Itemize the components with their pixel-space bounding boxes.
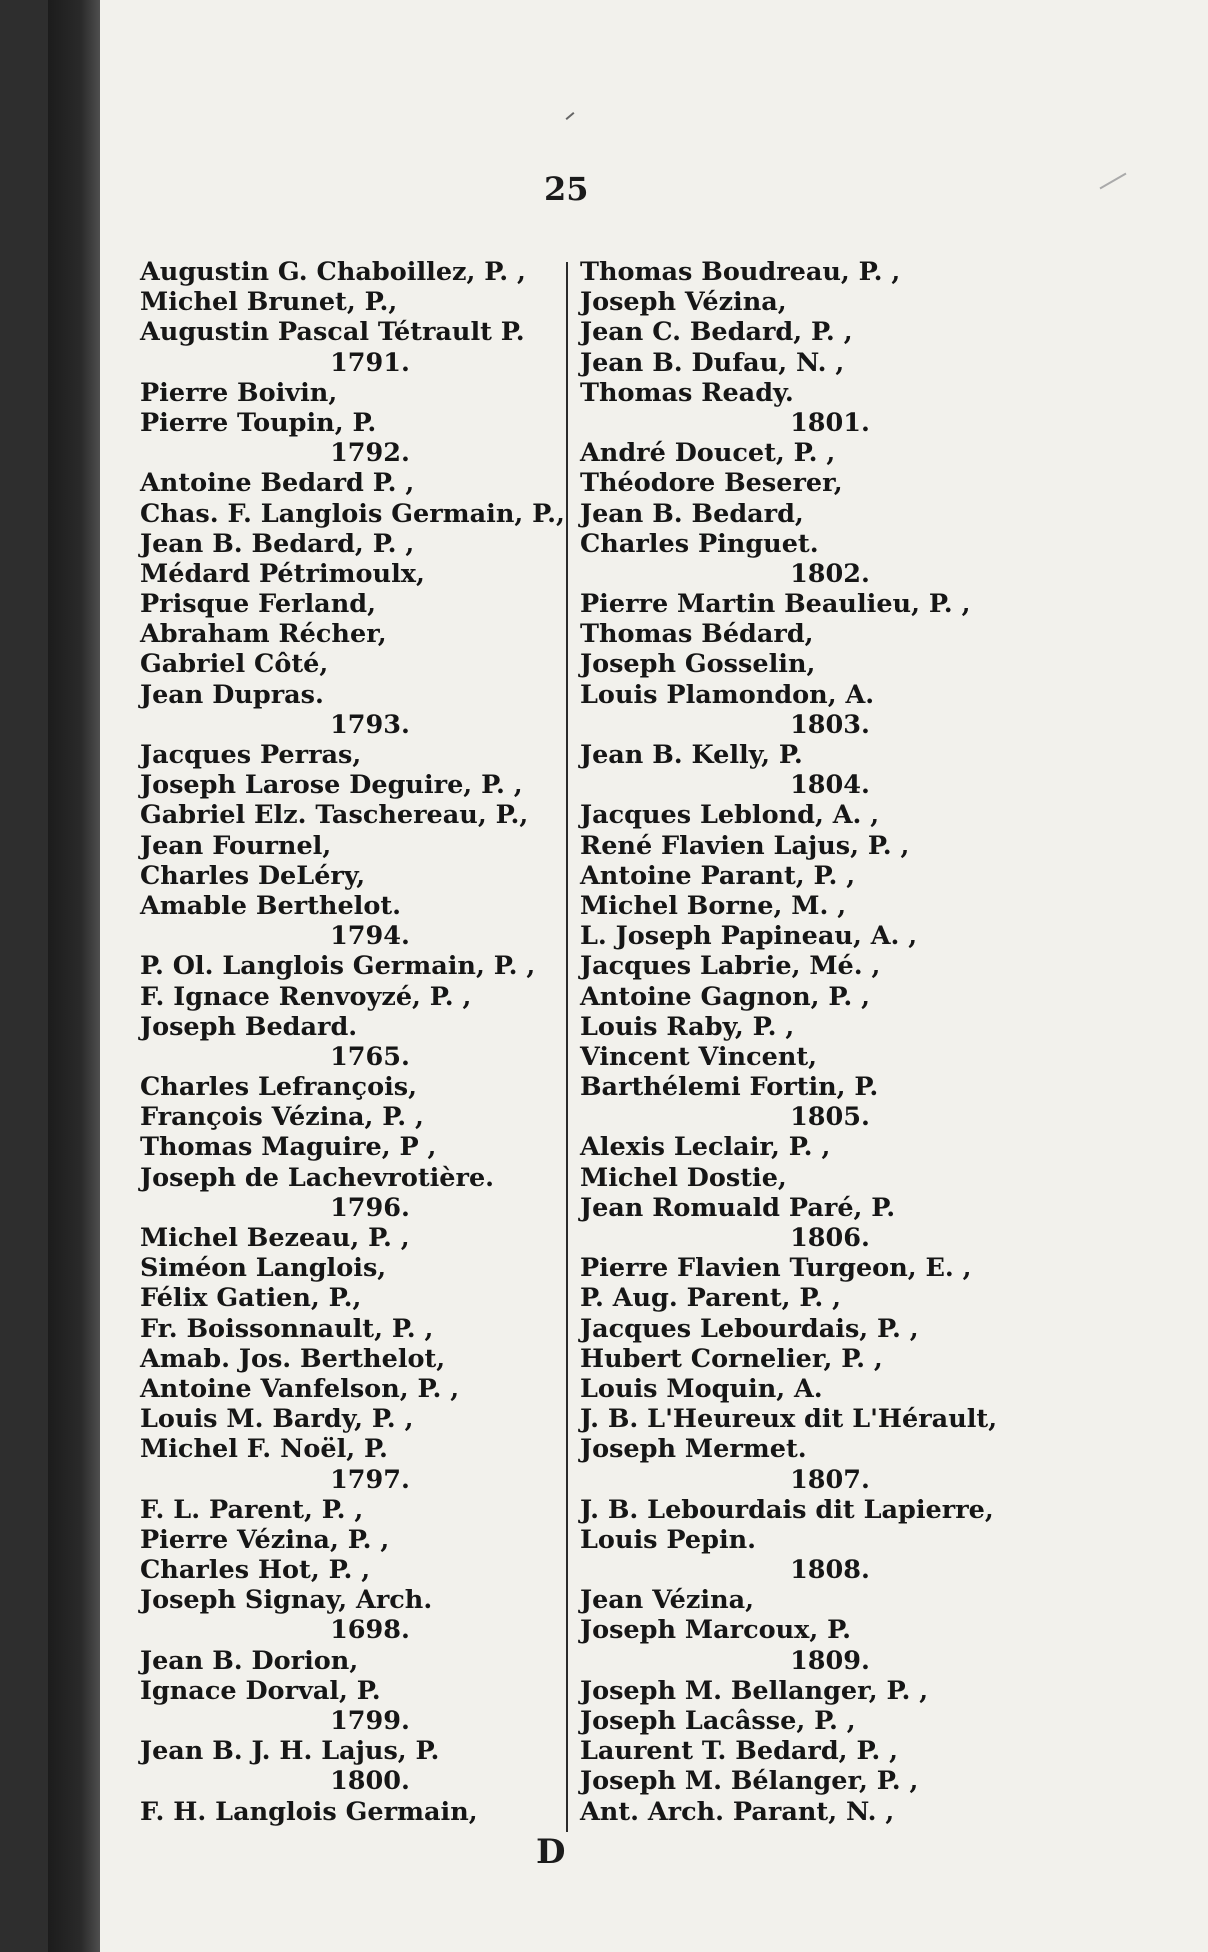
right-column [580, 257, 1010, 1827]
name-entry: Joseph Larose Deguire, P. , [140, 770, 523, 801]
name-entry: René Flavien Lajus, P. , [580, 830, 910, 861]
name-entry: Prisque Ferland, [140, 589, 376, 620]
year-heading: 1808. [790, 1555, 870, 1586]
name-entry: Ignace Dorval, P. [140, 1675, 381, 1706]
year-heading: 1809. [790, 1645, 870, 1676]
year-heading: 1805. [790, 1102, 870, 1133]
name-entry: Joseph Marcoux, P. [580, 1615, 851, 1646]
name-entry: Pierre Vézina, P. , [140, 1524, 390, 1555]
name-entry: Théodore Beserer, [580, 468, 843, 499]
name-entry: Alexis Leclair, P. , [580, 1132, 831, 1163]
name-entry: Augustin Pascal Tétrault P. [140, 317, 525, 348]
name-entry: André Doucet, P. , [580, 438, 836, 469]
name-entry: Jean B. Dorion, [140, 1645, 359, 1676]
name-entry: Gabriel Elz. Taschereau, P., [140, 800, 529, 831]
year-heading: 1793. [330, 709, 410, 740]
name-entry: Charles DeLéry, [140, 860, 366, 891]
name-entry: F. Ignace Renvoyzé, P. , [140, 981, 472, 1012]
year-heading: 1765. [330, 1041, 410, 1072]
name-entry: Antoine Bedard P. , [140, 468, 415, 499]
name-entry: Joseph de Lachevrotière. [140, 1162, 495, 1193]
name-entry: Louis Raby, P. , [580, 1011, 795, 1042]
year-heading: 1801. [790, 407, 870, 438]
name-entry: Antoine Gagnon, P. , [580, 981, 871, 1012]
name-entry: Thomas Maguire, P , [140, 1132, 437, 1163]
name-entry: Félix Gatien, P., [140, 1283, 362, 1314]
name-entry: Michel Dostie, [580, 1162, 787, 1193]
name-entry: J. B. L'Heureux dit L'Hérault, [580, 1404, 998, 1435]
name-entry: Joseph Vézina, [580, 287, 787, 318]
name-entry: Jean B. Bedard, P. , [140, 528, 415, 559]
name-entry: Laurent T. Bedard, P. , [580, 1736, 899, 1767]
year-heading: 1797. [330, 1464, 410, 1495]
year-heading: 1807. [790, 1464, 870, 1495]
name-entry: Ant. Arch. Parant, N. , [580, 1796, 895, 1827]
name-entry: Barthélemi Fortin, P. [580, 1072, 879, 1103]
name-entry: Vincent Vincent, [580, 1041, 818, 1072]
name-entry: Hubert Cornelier, P. , [580, 1343, 883, 1374]
name-entry: Louis Plamondon, A. [580, 679, 875, 710]
name-entry: Antoine Vanfelson, P. , [140, 1373, 460, 1404]
name-entry: Charles Pinguet. [580, 528, 819, 559]
name-entry: Jean B. Bedard, [580, 498, 804, 529]
name-entry: Charles Hot, P. , [140, 1555, 371, 1586]
name-entry: Michel Bezeau, P. , [140, 1223, 410, 1253]
name-entry: Joseph Bedard. [140, 1011, 358, 1042]
column-divider [566, 262, 568, 1832]
year-heading: 1799. [330, 1706, 410, 1736]
name-entry: Antoine Parant, P. , [580, 860, 856, 891]
name-entry: Médard Pétrimoulx, [140, 558, 425, 589]
name-entry: Louis Pepin. [580, 1524, 757, 1555]
book-binding-shadow [48, 0, 103, 1952]
name-entry: Thomas Ready. [580, 377, 794, 408]
name-entry: Jean B. J. H. Lajus, P. [140, 1736, 440, 1767]
name-entry: Charles Lefrançois, [140, 1072, 418, 1103]
name-entry: Michel Borne, M. , [580, 890, 847, 921]
name-entry: Pierre Martin Beaulieu, P. , [580, 589, 971, 620]
name-entry: Joseph Lacâsse, P. , [580, 1706, 856, 1736]
name-entry: François Vézina, P. , [140, 1102, 424, 1133]
year-heading: 1698. [330, 1615, 410, 1646]
name-entry: Pierre Toupin, P. [140, 407, 377, 438]
name-entry: J. B. Lebourdais dit Lapierre, [580, 1494, 994, 1525]
left-column [140, 257, 565, 1827]
name-entry: Augustin G. Chaboillez, P. , [140, 257, 526, 287]
name-entry: Louis Moquin, A. [580, 1373, 823, 1404]
name-entry: Jacques Labrie, Mé. , [580, 951, 881, 982]
name-entry: F. H. Langlois Germain, [140, 1796, 478, 1827]
year-heading: 1802. [790, 558, 870, 589]
name-entry: Jean B. Dufau, N. , [580, 347, 845, 378]
name-entry: Jean Dupras. [140, 679, 324, 710]
name-entry: Thomas Boudreau, P. , [580, 257, 901, 287]
name-entry: Jacques Perras, [140, 740, 362, 770]
name-entry: Joseph Mermet. [580, 1434, 807, 1465]
name-entry: Jean Vézina, [580, 1585, 755, 1616]
name-entry: Jean Romuald Paré, P. [580, 1192, 896, 1223]
name-entry: Pierre Boivin, [140, 377, 338, 408]
name-entry: Jean C. Bedard, P. , [580, 317, 853, 348]
name-entry: Amable Berthelot. [140, 890, 402, 921]
name-entry: Abraham Récher, [140, 619, 387, 650]
name-entry: Joseph Gosselin, [580, 649, 816, 680]
name-entry: Pierre Flavien Turgeon, E. , [580, 1253, 972, 1284]
name-entry: Michel Brunet, P., [140, 287, 398, 318]
year-heading: 1800. [330, 1766, 410, 1797]
year-heading: 1804. [790, 770, 870, 801]
name-entry: Jacques Leblond, A. , [580, 800, 880, 831]
name-entry: F. L. Parent, P. , [140, 1494, 364, 1525]
signature-mark: D [536, 1832, 566, 1872]
name-entry: Joseph Signay, Arch. [140, 1585, 433, 1616]
name-entry: P. Aug. Parent, P. , [580, 1283, 841, 1314]
page-number: 25 [544, 170, 589, 208]
name-entry: Michel F. Noël, P. [140, 1434, 388, 1465]
name-entry: Joseph M. Bélanger, P. , [580, 1766, 919, 1797]
name-entry: Gabriel Côté, [140, 649, 329, 680]
year-heading: 1792. [330, 438, 410, 469]
name-entry: Joseph M. Bellanger, P. , [580, 1675, 929, 1706]
name-entry: L. Joseph Papineau, A. , [580, 921, 918, 952]
name-entry: Siméon Langlois, [140, 1253, 387, 1284]
name-entry: Jacques Lebourdais, P. , [580, 1313, 919, 1344]
year-heading: 1794. [330, 921, 410, 952]
year-heading: 1791. [330, 347, 410, 378]
name-entry: Amab. Jos. Berthelot, [140, 1343, 446, 1374]
name-entry: Jean B. Kelly, P. [580, 740, 803, 770]
name-entry: Jean Fournel, [140, 830, 332, 861]
year-heading: 1803. [790, 709, 870, 740]
name-entry: P. Ol. Langlois Germain, P. , [140, 951, 536, 982]
year-heading: 1796. [330, 1192, 410, 1223]
name-entry: Chas. F. Langlois Germain, P., [140, 498, 565, 529]
year-heading: 1806. [790, 1223, 870, 1253]
name-entry: Fr. Boissonnault, P. , [140, 1313, 434, 1344]
name-entry: Louis M. Bardy, P. , [140, 1404, 414, 1435]
name-entry: Thomas Bédard, [580, 619, 814, 650]
